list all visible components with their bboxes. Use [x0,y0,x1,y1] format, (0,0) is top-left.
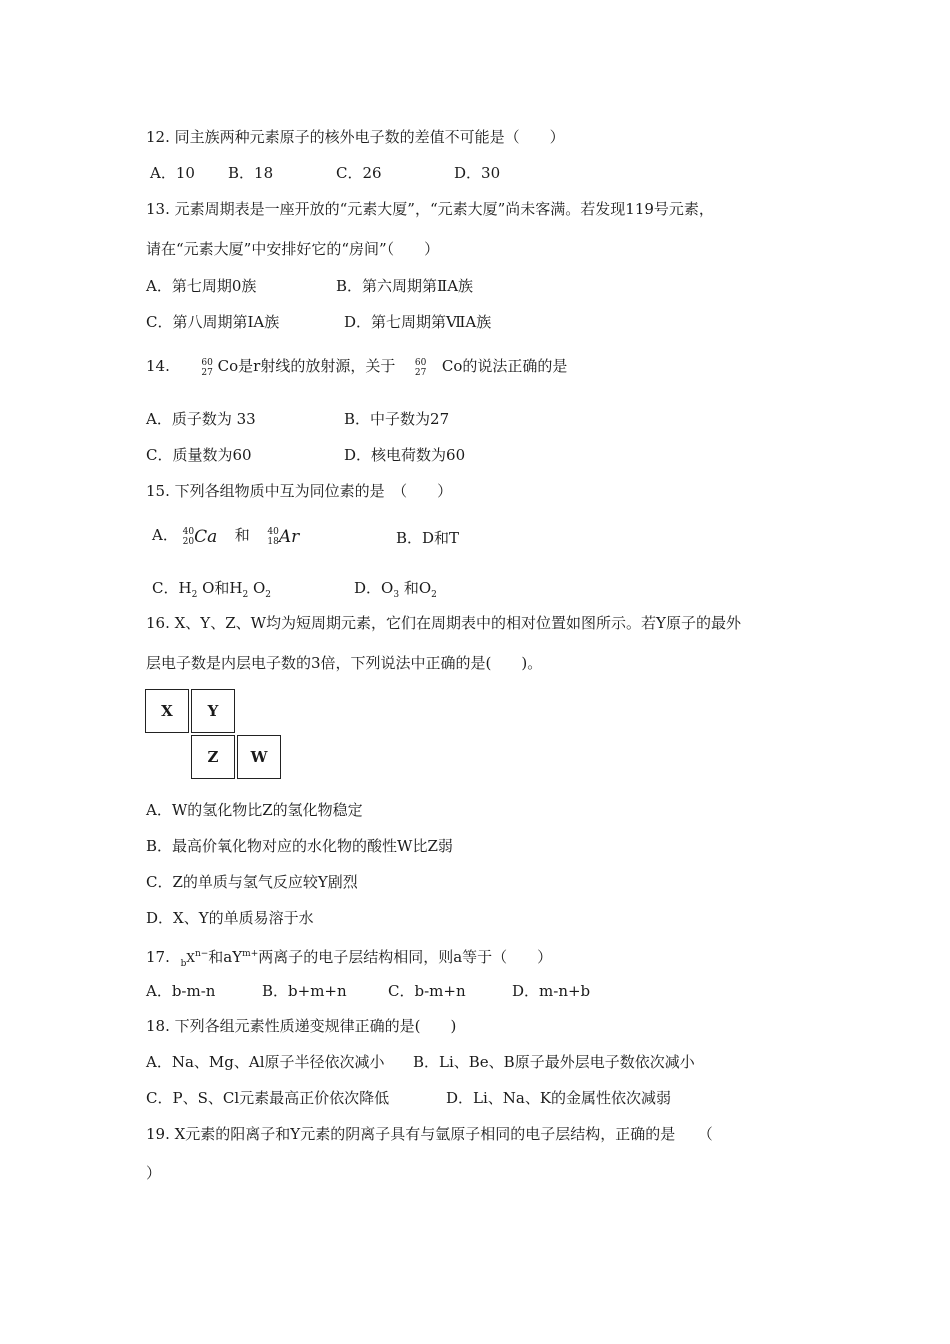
grid-cell-z: Z [191,735,235,779]
q16-stem-line2: 层电子数是内层电子数的3倍，下列说法中正确的是( )。 [146,654,543,672]
q14-stem-tail: Co的说法正确的是 [441,357,568,375]
q19-stem-line2: ） [146,1164,162,1182]
q15-isotope-argon: 40 18Ar [267,526,300,547]
q14-option-c: C．质量数为60 [146,446,252,464]
q17-option-b: B．b+m+n [262,982,347,1000]
grid-cell-y: Y [191,689,235,733]
q14-stem [146,352,567,381]
q17-option-a: A．b-m-n [146,982,216,1000]
q16-option-a: A．W的氢化物比Z的氢化物稳定 [146,801,363,819]
q17-option-d: D．m-n+b [512,982,591,1000]
q13-stem-line2: 请在“元素大厦”中安排好它的“房间”（ ） [146,240,440,258]
q17-stem: 17. $_bX^{n-}$和$aY^{m+}$两离子的电子层结构相同，则a等于（ ） [146,948,553,969]
q16-stem-line1: 16. X、Y、Z、W均为短周期元素，它们在周期表中的相对位置如图所示。若Y原子的最外 [146,614,741,632]
grid-cell-w: W [237,735,281,779]
q15-isotope-calcium: 40 20Ca [182,526,218,547]
q18-option-d: D．Li、Na、K的金属性依次减弱 [446,1089,672,1107]
q13-option-b: B．第六周期第ⅡA族 [336,277,474,295]
q14-option-d: D．核电荷数为60 [344,446,466,464]
q15-option-c: C．$H_2$ O和$H_2$ $O_2$ [152,579,272,600]
q13-option-d: D．第七周期第ⅦA族 [344,313,492,331]
q16-option-b: B．最高价氧化物对应的水化物的酸性W比Z弱 [146,837,453,855]
q12-option-d: D．30 [454,164,501,182]
q12-option-c: C．26 [336,164,382,182]
q18-stem: 18. 下列各组元素性质递变规律正确的是( ) [146,1017,457,1035]
periodic-position-grid [145,689,285,781]
q16-option-c: C．Z的单质与氢气反应较Y剧烈 [146,873,358,891]
q14-option-a: A．质子数为 33 [146,410,256,428]
q13-option-c: C．第八周期第ⅠA族 [146,313,280,331]
q15-option-d: D．$O_3$ 和$O_2$ [354,579,437,600]
q14-stem-middle: Co是r射线的放射源，关于 [217,357,396,375]
q15-option-b: B．D和T [396,529,460,547]
q12-stem: 12. 同主族两种元素原子的核外电子数的差值不可能是（ ） [146,128,565,146]
q18-option-b: B．Li、Be、B原子最外层电子数依次减小 [413,1053,695,1071]
q13-option-a: A．第七周期0族 [146,277,257,295]
q18-option-a: A．Na、Mg、Al原子半径依次减小 [146,1053,385,1071]
q14-number: 14. [146,357,170,375]
q19-stem-line1: 19. X元素的阳离子和Y元素的阴离子具有与氩原子相同的电子层结构，正确的是 （ [146,1125,713,1143]
q12-option-b: B．18 [228,164,274,182]
q14-isotope-cobalt-2: 60 27 [414,358,427,378]
q17-option-c: C．b-m+n [388,982,466,1000]
q18-option-c: C．P、S、Cl元素最高正价依次降低 [146,1089,390,1107]
q15-option-a: A． 40 20Ca 和 40 18Ar [152,518,299,554]
q16-option-d: D．X、Y的单质易溶于水 [146,909,314,927]
q14-isotope-cobalt-1: 60 27 [201,358,213,378]
q12-option-a: A．10 [150,164,195,182]
q15-stem: 15. 下列各组物质中互为同位素的是 （ ） [146,482,453,500]
q14-option-b: B．中子数为27 [344,410,450,428]
grid-cell-x: X [145,689,189,733]
q13-stem-line1: 13. 元素周期表是一座开放的“元素大厦”，“元素大厦”尚未客满。若发现119号元素， [146,200,714,218]
